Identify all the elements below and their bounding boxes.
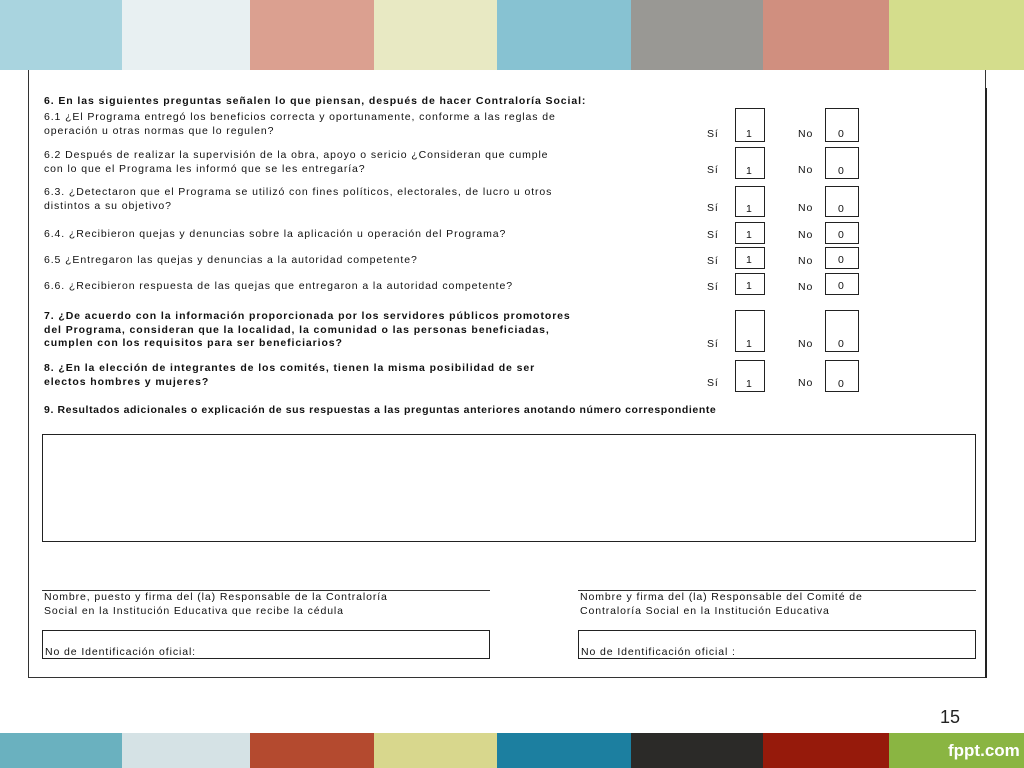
q6-3-no-value: 0 bbox=[838, 203, 844, 215]
q7-no-value: 0 bbox=[838, 338, 844, 350]
q6-3-si-value: 1 bbox=[746, 203, 752, 215]
left-id-field[interactable] bbox=[42, 630, 490, 659]
question-6-2: 6.2 Después de realizar la supervisión de la obra, apoyo o sericio ¿Consideran que cumple con lo que el Programa les informó que se les entregaría? bbox=[44, 149, 549, 175]
q8-si-label: Sí bbox=[707, 377, 719, 389]
q6-3-si-label: Sí bbox=[707, 202, 719, 214]
q6-6-no-value: 0 bbox=[838, 280, 844, 292]
stripe-segment bbox=[122, 0, 250, 70]
q6-2-si-box[interactable] bbox=[735, 147, 765, 179]
stripe-segment bbox=[250, 0, 374, 70]
additional-results-box[interactable] bbox=[42, 434, 976, 542]
document-right-border bbox=[985, 88, 987, 678]
q6-6-si-value: 1 bbox=[746, 280, 752, 292]
q6-5-si-value: 1 bbox=[746, 254, 752, 266]
q6-2-no-label: No bbox=[798, 164, 814, 176]
top-color-stripe bbox=[0, 0, 1024, 70]
right-signature-caption: Nombre y firma del (la) Responsable del Comité de Contraloría Social en la Institución Educativa bbox=[580, 591, 863, 617]
q6-2-si-value: 1 bbox=[746, 165, 752, 177]
q6-3-si-box[interactable] bbox=[735, 186, 765, 217]
q6-5-si-label: Sí bbox=[707, 255, 719, 267]
q6-5-si-box[interactable] bbox=[735, 247, 765, 269]
q8-no-box[interactable] bbox=[825, 360, 859, 392]
stripe-segment bbox=[374, 0, 497, 70]
q7-no-label: No bbox=[798, 338, 814, 350]
q6-6-si-box[interactable] bbox=[735, 273, 765, 295]
q6-1-no-value: 0 bbox=[838, 128, 844, 140]
q6-4-si-label: Sí bbox=[707, 229, 719, 241]
question-6-3: 6.3. ¿Detectaron que el Programa se utilizó con fines políticos, electorales, de lucro u otros distintos a su objetivo? bbox=[44, 186, 553, 212]
question-8: 8. ¿En la elección de integrantes de los comités, tienen la misma posibilidad de ser electos hombres y mujeres? bbox=[44, 362, 536, 388]
q6-6-no-label: No bbox=[798, 281, 814, 293]
question-6-5: 6.5 ¿Entregaron las quejas y denuncias a la autoridad competente? bbox=[44, 254, 418, 266]
question-7: 7. ¿De acuerdo con la información proporcionada por los servidores públicos promotores del Programa, consideran que la localidad, la comunidad o las personas beneficiadas, cumplen con los requisitos para ser beneficiarios? bbox=[44, 310, 571, 349]
right-id-label: No de Identificación oficial : bbox=[581, 646, 736, 658]
q8-si-box[interactable] bbox=[735, 360, 765, 392]
section-9-heading: 9. Resultados adicionales o explicación de sus respuestas a las preguntas anteriores anotando número correspondiente bbox=[44, 404, 717, 416]
q6-3-no-box[interactable] bbox=[825, 186, 859, 217]
stripe-segment bbox=[122, 733, 250, 768]
q7-si-label: Sí bbox=[707, 338, 719, 350]
section-6-heading: 6. En las siguientes preguntas señalen lo que piensan, después de hacer Contraloría Social: bbox=[44, 95, 587, 107]
q7-no-box[interactable] bbox=[825, 310, 859, 352]
q6-6-si-label: Sí bbox=[707, 281, 719, 293]
q6-1-no-box[interactable] bbox=[825, 108, 859, 142]
q6-2-no-box[interactable] bbox=[825, 147, 859, 179]
page-number: 15 bbox=[940, 707, 961, 727]
q7-si-value: 1 bbox=[746, 338, 752, 350]
q6-5-no-box[interactable] bbox=[825, 247, 859, 269]
stripe-segment bbox=[374, 733, 497, 768]
stripe-segment bbox=[0, 733, 122, 768]
question-6-4: 6.4. ¿Recibieron quejas y denuncias sobre la aplicación u operación del Programa? bbox=[44, 228, 507, 240]
q6-4-si-value: 1 bbox=[746, 229, 752, 241]
question-6-1: 6.1 ¿El Programa entregó los beneficios correcta y oportunamente, conforme a las reglas de operación u otras normas que lo regulen? bbox=[44, 111, 556, 137]
left-id-label: No de Identificación oficial: bbox=[45, 646, 197, 658]
q8-no-value: 0 bbox=[838, 378, 844, 390]
q6-2-si-label: Sí bbox=[707, 164, 719, 176]
right-id-field[interactable] bbox=[578, 630, 976, 659]
q7-si-box[interactable] bbox=[735, 310, 765, 352]
q6-1-si-box[interactable] bbox=[735, 108, 765, 142]
q6-1-si-value: 1 bbox=[746, 128, 752, 140]
q6-2-no-value: 0 bbox=[838, 165, 844, 177]
fppt-logo: fppt.com bbox=[948, 741, 1020, 760]
q8-no-label: No bbox=[798, 377, 814, 389]
stripe-segment bbox=[497, 0, 631, 70]
q6-1-si-label: Sí bbox=[707, 128, 719, 140]
q6-4-no-label: No bbox=[798, 229, 814, 241]
left-signature-caption: Nombre, puesto y firma del (la) Responsable de la Contraloría Social en la Institución Educativa que recibe la cédula bbox=[44, 591, 388, 617]
stripe-segment bbox=[763, 733, 889, 768]
stripe-segment bbox=[0, 0, 122, 70]
stripe-segment bbox=[889, 0, 1024, 70]
q6-3-no-label: No bbox=[798, 202, 814, 214]
q6-1-no-label: No bbox=[798, 128, 814, 140]
question-6-6: 6.6. ¿Recibieron respuesta de las quejas que entregaron a la autoridad competente? bbox=[44, 280, 513, 292]
stripe-segment bbox=[497, 733, 631, 768]
stripe-segment bbox=[631, 733, 763, 768]
q8-si-value: 1 bbox=[746, 378, 752, 390]
stripe-segment bbox=[250, 733, 374, 768]
q6-5-no-label: No bbox=[798, 255, 814, 267]
stripe-segment bbox=[631, 0, 763, 70]
q6-6-no-box[interactable] bbox=[825, 273, 859, 295]
stripe-segment bbox=[763, 0, 889, 70]
q6-4-no-box[interactable] bbox=[825, 222, 859, 244]
q6-5-no-value: 0 bbox=[838, 254, 844, 266]
bottom-color-stripe bbox=[0, 733, 1024, 768]
q6-4-si-box[interactable] bbox=[735, 222, 765, 244]
q6-4-no-value: 0 bbox=[838, 229, 844, 241]
